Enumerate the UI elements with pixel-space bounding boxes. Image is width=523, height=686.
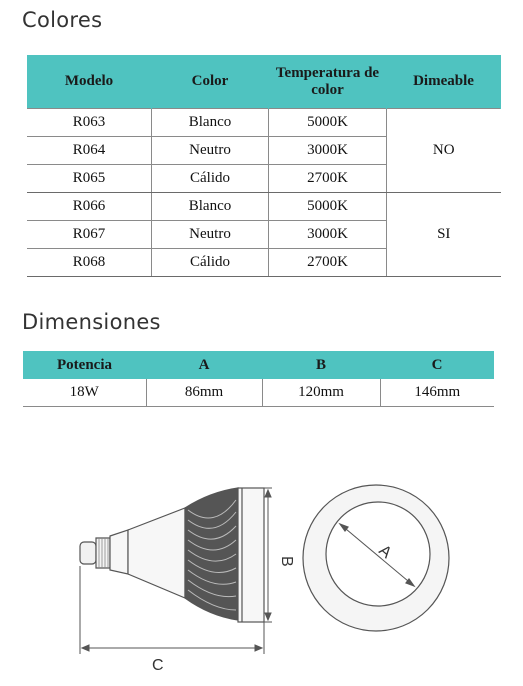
lamp-side-view [80, 488, 264, 622]
cell-color: Cálido [152, 249, 269, 277]
cell-temperatura: 3000K [269, 221, 387, 249]
cell-temperatura: 2700K [269, 249, 387, 277]
cell-modelo: R064 [27, 137, 152, 165]
cell-color: Neutro [152, 221, 269, 249]
table-row [27, 193, 501, 221]
cell-c: 146mm [380, 379, 494, 407]
header-modelo: Modelo [27, 55, 152, 109]
cell-potencia: 18W [23, 379, 146, 407]
cell-color: Blanco [152, 193, 269, 221]
lamp-body [128, 508, 185, 598]
label-a: A [375, 542, 395, 562]
header-b: B [262, 351, 380, 379]
colores-header-row [27, 55, 501, 109]
cell-a: 86mm [146, 379, 262, 407]
cell-temperatura: 3000K [269, 137, 387, 165]
table-row [23, 379, 494, 407]
header-potencia: Potencia [23, 351, 146, 379]
dimensiones-title: Dimensiones [22, 310, 161, 334]
header-color: Color [152, 55, 269, 109]
cell-temperatura: 2700K [269, 165, 387, 193]
cell-color: Neutro [152, 137, 269, 165]
cell-modelo: R063 [27, 109, 152, 137]
cell-modelo: R065 [27, 165, 152, 193]
cell-b: 120mm [262, 379, 380, 407]
header-a: A [146, 351, 262, 379]
cell-temperatura: 5000K [269, 109, 387, 137]
dimensiones-table [23, 351, 494, 407]
table-row [27, 109, 501, 137]
cell-color: Cálido [152, 165, 269, 193]
cell-temperatura: 5000K [269, 193, 387, 221]
cell-modelo: R066 [27, 193, 152, 221]
label-b: B [278, 556, 295, 567]
colores-title: Colores [22, 8, 103, 32]
colores-table [27, 55, 501, 277]
header-dimeable: Dimeable [387, 55, 501, 109]
dimension-b [264, 488, 272, 622]
cell-color: Blanco [152, 109, 269, 137]
cell-dimeable-si: SI [387, 193, 501, 277]
cell-modelo: R067 [27, 221, 152, 249]
cell-modelo: R068 [27, 249, 152, 277]
lamp-drawing [0, 470, 523, 686]
header-temperatura: Temperatura de color [269, 55, 387, 109]
dimensiones-header-row [23, 351, 494, 379]
header-c: C [380, 351, 494, 379]
cell-dimeable-no: NO [387, 109, 501, 193]
lamp-base [80, 542, 96, 564]
lamp-front-view [303, 485, 449, 631]
label-c: C [152, 657, 164, 674]
